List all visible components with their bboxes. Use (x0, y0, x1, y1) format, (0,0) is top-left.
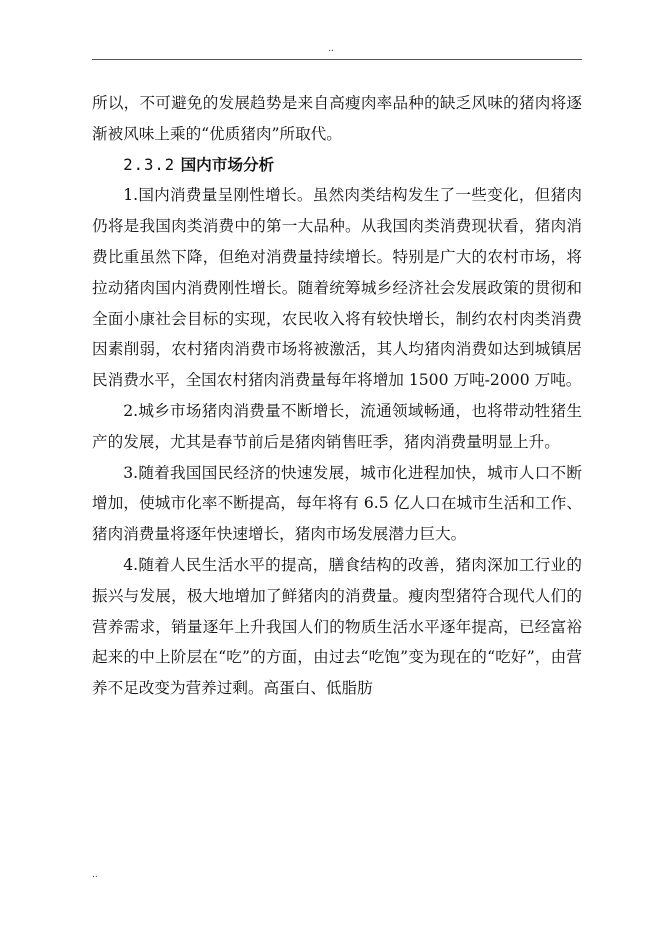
paragraph-2: 2.城乡市场猪肉消费量不断增长，流通领域畅通，也将带动牲猪生产的发展，尤其是春节前后是猪肉销售旺季，猪肉消费量明显上升。 (92, 401, 582, 451)
section-heading (92, 150, 582, 181)
paragraph-3: 3.随着我国国民经济的快速发展，城市化进程加快，城市人口不断增加，使城市化率不断提高，每年将有 6.5 亿人口在城市生活和工作、猪肉消费量将逐年快速增长，猪肉市场发展潜力巨大。 (92, 463, 582, 544)
document-body (92, 88, 582, 704)
page-footer-mark: .. (92, 870, 98, 880)
paragraph-4: 4.随着人民生活水平的提高，膳食结构的改善，猪肉深加工行业的振兴与发展，极大地增加了鲜猪肉的消费量。瘦肉型猪符合现代人们的营养需求，销量逐年上升我国人们的物质生活水平逐年提高，已经富裕起来的中上阶层在“吃”的方面，由过去“吃饱”变为现在的“吃好”，由营养不足改变为营养过剩。高蛋白、低脂肪 (92, 555, 582, 698)
paragraph-1: 1.国内消费量呈刚性增长。虽然肉类结构发生了一些变化，但猪肉仍将是我国肉类消费中的第一大品种。从我国肉类消费现状看，猪肉消费比重虽然下降，但绝对消费量持续增长。特别是广大的农村市场，将拉动猪肉国内消费刚性增长。随着统筹城乡经济社会发展政策的贯彻和全面小康社会目标的实现，农民收入将有较快增长，制约农村肉类消费因素削弱，农村猪肉消费市场将被激活，其人均猪肉消费如达到城镇居民消费水平，全国农村猪肉消费量每年将增加 1500 万吨-2000 万吨。 (92, 186, 582, 390)
intro-paragraph: 所以，不可避免的发展趋势是来自高瘦肉率品种的缺乏风味的猪肉将逐渐被风味上乘的“优质猪肉”所取代。 (92, 94, 582, 143)
section-title: 国内市场分析 (180, 155, 275, 174)
header-rule (92, 59, 582, 60)
section-number: 2.3.2 (123, 155, 176, 174)
page-header-mark: .. (328, 44, 334, 54)
